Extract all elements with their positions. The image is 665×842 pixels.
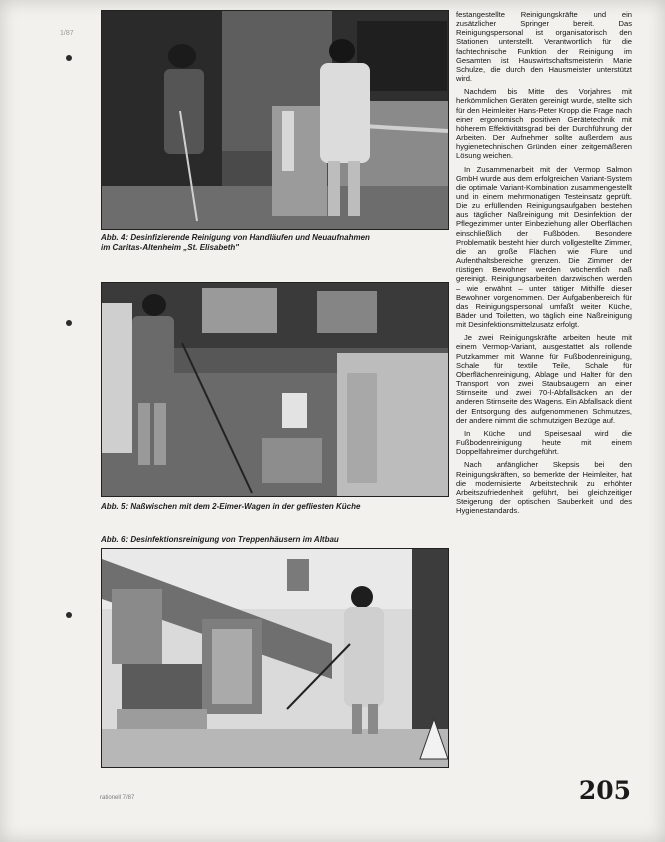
article-paragraph: Je zwei Reinigungskräfte arbeiten heute mit einem Vermop-Variant, ausgestattet als rollende Putzkammer mit Wanne für Fußbodenreinigung, Schale für textile Teile, Schale für Oberflächenreinigung, Ablage und Halter für den Transport von zwei Staubsaugern an einer Stirnseite und zwei 70-l-Abfallsäcken an der anderen Stirnseite des Wagens. Ein Abfallsack dient der Entsorgung des aufgenommenen Schmutzes, der andere nimmt die schmutzigen Bezüge auf. — [456, 333, 632, 425]
margin-mark: 1/87 — [60, 30, 74, 37]
caption-fig5: Abb. 5: Naßwischen mit dem 2-Eimer-Wagen in der gefliesten Küche — [101, 502, 361, 511]
article-paragraph: In Zusammenarbeit mit der Vermop Salmon GmbH wurde aus dem erfolgreichen Variant-System die optimale Variant-Kombination zusammengestellt und in einem mehrmonatigen Testeinsatz geprüft. Die zu erfüllenden Reinigungsaufgaben bestehen aus täglicher Naßreinigung mit Desinfektion der Pflegezimmer unter Einbeziehung aller Oberflächen einschließlich der Fußböden. Besondere Problematik besteht hier durch vollgestellte Zimmer, die an große Flächen wie Flure und Aufenthaltsbereiche grenzen. Die Zimmer der rüstigen Bewohner werden wöchentlich naß gereinigt. Reinigungsarbeiten darzwischen werden – wie erwähnt – unter tätiger Mithilfe dieser Bewohner vorgenommen. Der Aufgabenbereich für das Reinigungspersonal umfaßt weiter Küche, Bäder und Toiletten, wo täglich eine Naßreinigung mit Desinfektionsmittelzusatz erfolgt. — [456, 164, 632, 330]
photo-fig6-stairwell-cleaning — [101, 548, 449, 768]
photo-fig5-kitchen-mopping — [101, 282, 449, 497]
article-paragraph: Nachdem bis Mitte des Vorjahres mit herkömmlichen Geräten gereinigt wurde, stellte sich für den Heimleiter Hans-Peter Kropp die Frage nach einer ergonomisch positiven Gerätetechnik mit höherem Effektivitätsgrad bei der Durchführung der Arbeiten. Der Aufnehmer sollte außerdem aus hygienetechnischen Gründen einer zeitgemäßeren Lösung weichen. — [456, 87, 632, 161]
punch-hole — [66, 612, 72, 618]
caption-fig4-line1: Abb. 4: Desinfizierende Reinigung von Handläufen und Neuaufnahmen — [101, 233, 370, 242]
punch-hole — [66, 320, 72, 326]
article-paragraph: Nach anfänglicher Skepsis bei den Reinigungskräften, so bemerkte der Heimleiter, hat die modernisierte Arbeitstechnik zu erhöhter Arbeitszufriedenheit geführt, bei gleichzeitiger Steigerung der optischen Sauberkeit und des Hygienestandards. — [456, 460, 632, 516]
article-column — [456, 10, 632, 770]
photo-fig4-handrail-cleaning — [101, 10, 449, 230]
page-number: 205 — [578, 776, 631, 805]
caption-fig6: Abb. 6: Desinfektionsreinigung von Treppenhäusern im Altbau — [101, 535, 339, 544]
caption-fig4-line2: im Caritas-Altenheim „St. Elisabeth" — [101, 243, 240, 252]
punch-hole — [66, 55, 72, 61]
footer-issue: rationell 7/87 — [100, 795, 135, 801]
article-paragraph: In Küche und Speisesaal wird die Fußbodenreinigung heute mit einem Doppelfahreimer durchgeführt. — [456, 428, 632, 457]
article-paragraph: festangestellte Reinigungskräfte und ein zusätzlicher Springer bereit. Das Reinigungspersonal ist organisatorisch den Stationen unterstellt. Verantwortlich für die fachtechnische Funktion der Reinigung im Gesamten ist Hauswirtschaftsmeisterin Marie Schulze, die durch den Hausmeister unterstützt wird. — [456, 10, 632, 84]
